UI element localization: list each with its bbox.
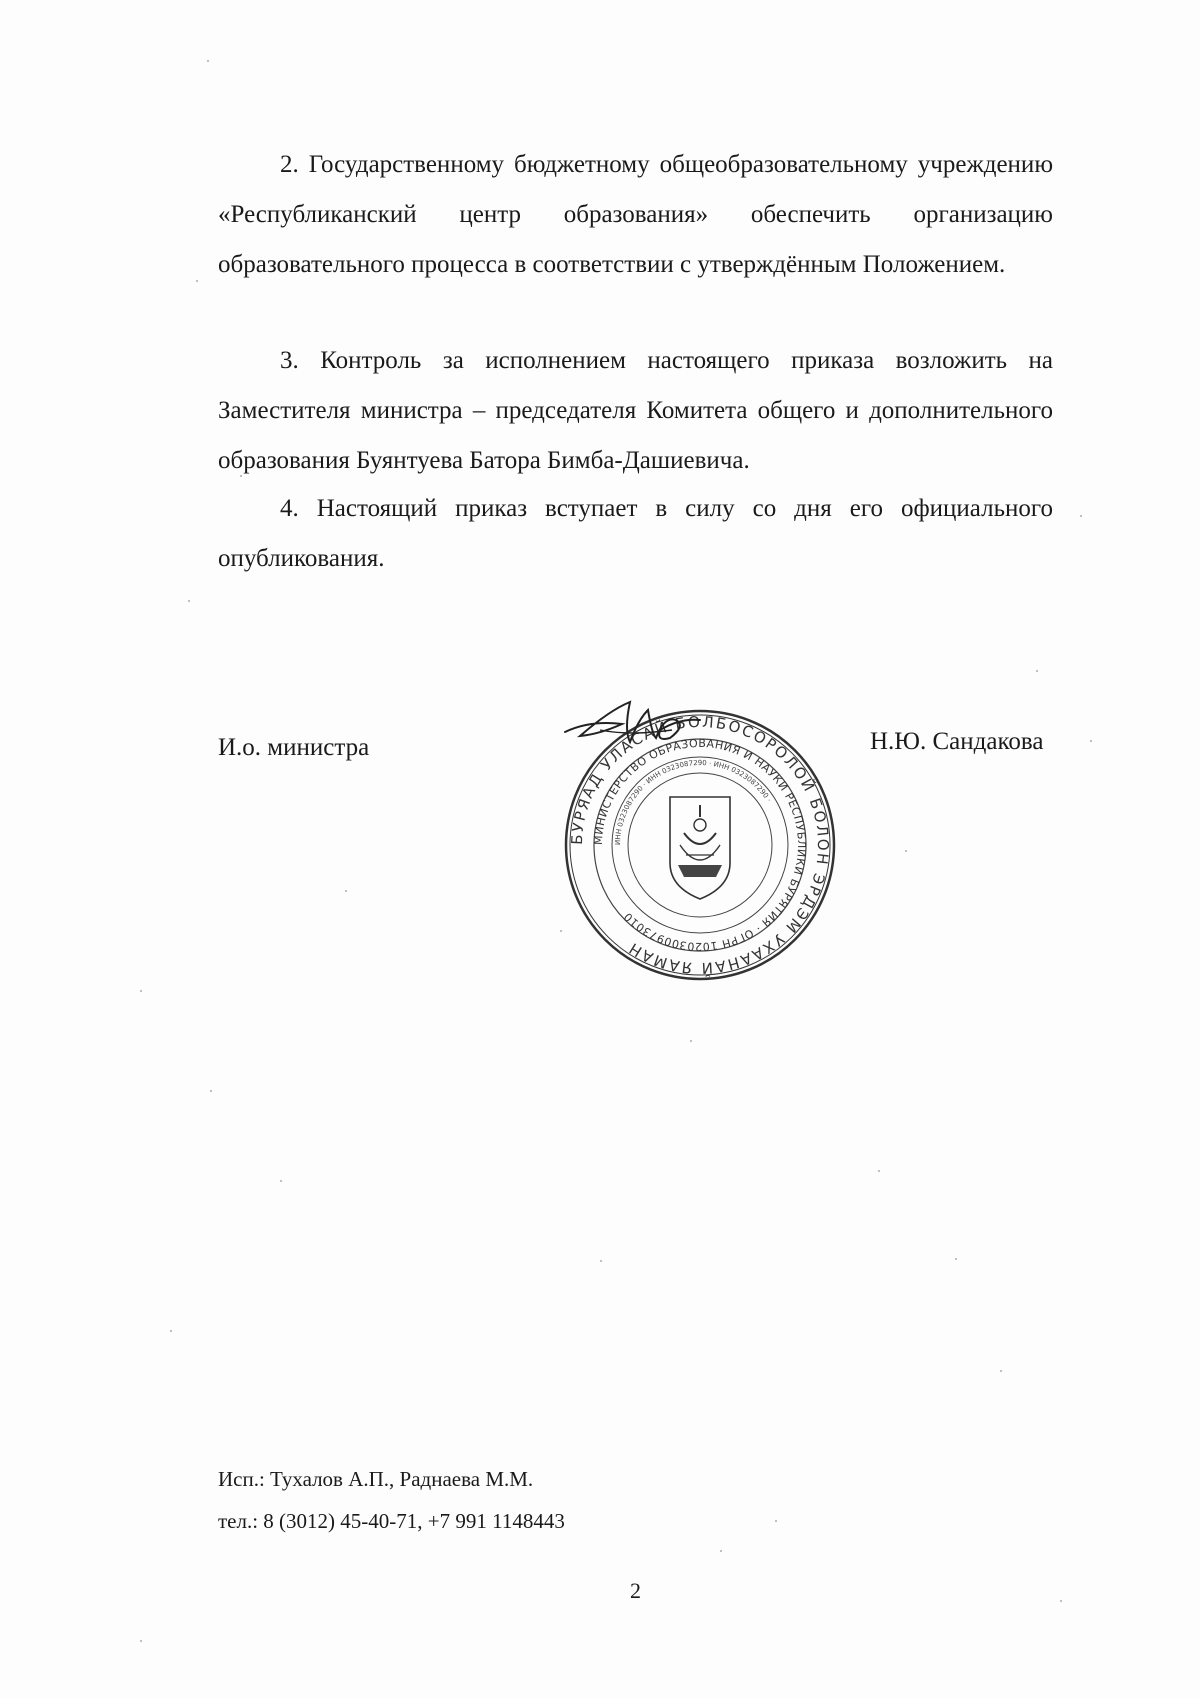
seal-inner-text: МИНИСТЕРСТВО ОБРАЗОВАНИЯ И НАУКИ РЕСПУБЛИКИ БУРЯТИЯ · ОГРН 1020300973010 (591, 736, 809, 954)
paragraph-4 (218, 484, 1053, 584)
executor-line: Исп.: Тухалов А.П., Раднаева М.М. (218, 1467, 534, 1491)
paragraph-3-text: 3. Контроль за исполнением настоящего приказа возложить на Заместителя министра – председателя Комитета общего и дополнительного образования Буянтуева Батора Бимба-Дашиевича. (218, 347, 1053, 474)
executor-phone: тел.: 8 (3012) 45-40-71, +7 991 1148443 (218, 1509, 565, 1533)
signatory-title: И.о. министра (218, 734, 370, 761)
handwritten-signature-icon (560, 690, 710, 760)
coat-of-arms-icon (670, 797, 730, 899)
seal-ring-text: ИНН 0323087290 · ИНН 0323087290 · ИНН 0323087290 · (613, 758, 773, 846)
paragraph-2-text: 2. Государственному бюджетному общеобразовательному учреждению «Республиканский центр образования» обеспечить организацию образовательного процесса в соответствии с утверждённым Положением. (218, 151, 1053, 278)
paragraph-3 (218, 336, 1053, 486)
page-number: 2 (630, 1578, 641, 1603)
seal-outer-text: БУРЯАД УЛАСАЙ БОЛБОСОРОЛОЙ БОЛОН ЭРДЭМ УХААНАЙ ЯАМАН (567, 712, 833, 978)
paragraph-4-text: 4. Настоящий приказ вступает в силу со дня его официального опубликования. (218, 495, 1053, 572)
signatory-name: Н.Ю. Сандакова (870, 728, 1044, 755)
paragraph-2 (218, 140, 1053, 290)
